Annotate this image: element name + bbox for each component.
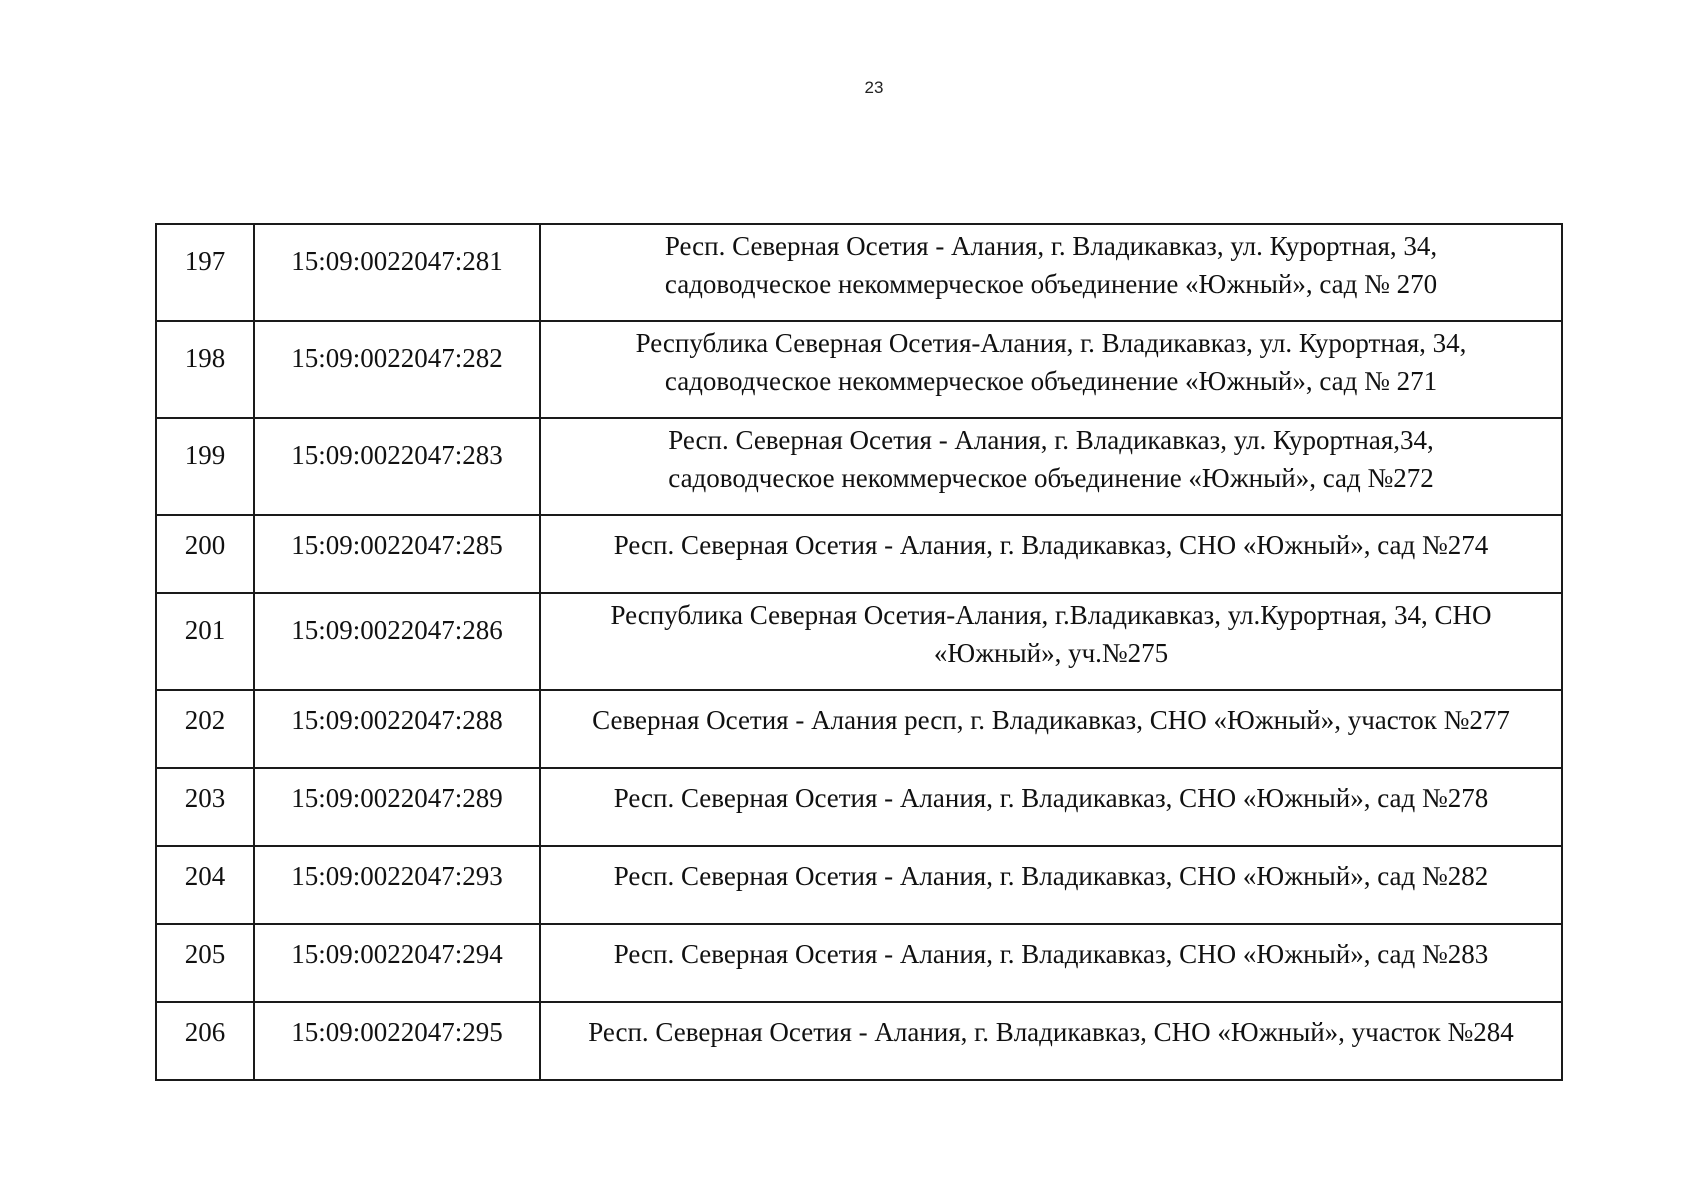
cadastral-number: 15:09:0022047:283 (254, 418, 540, 515)
table-row (156, 846, 1562, 924)
table-row (156, 418, 1562, 515)
address-line: Респ. Северная Осетия - Алания, г. Владикавказ, ул. Курортная,34, (668, 425, 1434, 455)
address-cell (540, 768, 1562, 846)
table-row (156, 224, 1562, 321)
page-number: 23 (864, 78, 884, 97)
row-number: 206 (156, 1002, 254, 1080)
address-cell (540, 924, 1562, 1002)
cadastral-number: 15:09:0022047:282 (254, 321, 540, 418)
address-line: Респ. Северная Осетия - Алания, г. Владикавказ, ул. Курортная, 34, (664, 231, 1438, 261)
table-row (156, 690, 1562, 768)
cadastral-number: 15:09:0022047:281 (254, 224, 540, 321)
cadastral-number: 15:09:0022047:295 (254, 1002, 540, 1080)
address-line: Респ. Северная Осетия - Алания, г. Владикавказ, СНО «Южный», участок №284 (588, 1017, 1514, 1047)
address-cell (540, 321, 1562, 418)
cadastral-number: 15:09:0022047:293 (254, 846, 540, 924)
address-line: Северная Осетия - Алания респ, г. Владикавказ, СНО «Южный», участок №277 (592, 705, 1510, 735)
address-line: Республика Северная Осетия-Алания, г.Владикавказ, ул.Курортная, 34, СНО (610, 600, 1492, 630)
address-cell (540, 593, 1562, 690)
row-number: 201 (156, 593, 254, 690)
address-line: Респ. Северная Осетия - Алания, г. Владикавказ, СНО «Южный», сад №278 (613, 783, 1489, 813)
address-line: Респ. Северная Осетия - Алания, г. Владикавказ, СНО «Южный», сад №274 (613, 530, 1489, 560)
row-number: 205 (156, 924, 254, 1002)
row-number: 204 (156, 846, 254, 924)
address-line: Республика Северная Осетия-Алания, г. Владикавказ, ул. Курортная, 34, (635, 328, 1467, 358)
address-line: Респ. Северная Осетия - Алания, г. Владикавказ, СНО «Южный», сад №283 (613, 939, 1489, 969)
cadastral-number: 15:09:0022047:286 (254, 593, 540, 690)
row-number: 199 (156, 418, 254, 515)
address-line: садоводческое некоммерческое объединение «Южный», сад № 270 (664, 269, 1438, 299)
row-number: 203 (156, 768, 254, 846)
row-number: 198 (156, 321, 254, 418)
address-line: Респ. Северная Осетия - Алания, г. Владикавказ, СНО «Южный», сад №282 (613, 861, 1489, 891)
address-line: «Южный», уч.№275 (933, 638, 1169, 668)
cadastral-number: 15:09:0022047:289 (254, 768, 540, 846)
address-cell (540, 515, 1562, 593)
cadastral-number: 15:09:0022047:288 (254, 690, 540, 768)
address-cell (540, 418, 1562, 515)
address-line: садоводческое некоммерческое объединение «Южный», сад №272 (668, 463, 1434, 493)
row-number: 197 (156, 224, 254, 321)
address-cell (540, 846, 1562, 924)
table-row (156, 593, 1562, 690)
address-cell (540, 690, 1562, 768)
cadastral-number: 15:09:0022047:285 (254, 515, 540, 593)
table-row (156, 515, 1562, 593)
row-number: 202 (156, 690, 254, 768)
cadastral-number: 15:09:0022047:294 (254, 924, 540, 1002)
row-number: 200 (156, 515, 254, 593)
address-cell (540, 224, 1562, 321)
parcels-table (155, 223, 1563, 1081)
table-row (156, 321, 1562, 418)
table-row (156, 924, 1562, 1002)
address-cell (540, 1002, 1562, 1080)
parcels-table-body (156, 224, 1562, 1080)
table-row (156, 768, 1562, 846)
table-row (156, 1002, 1562, 1080)
address-line: садоводческое некоммерческое объединение «Южный», сад № 271 (664, 366, 1438, 396)
